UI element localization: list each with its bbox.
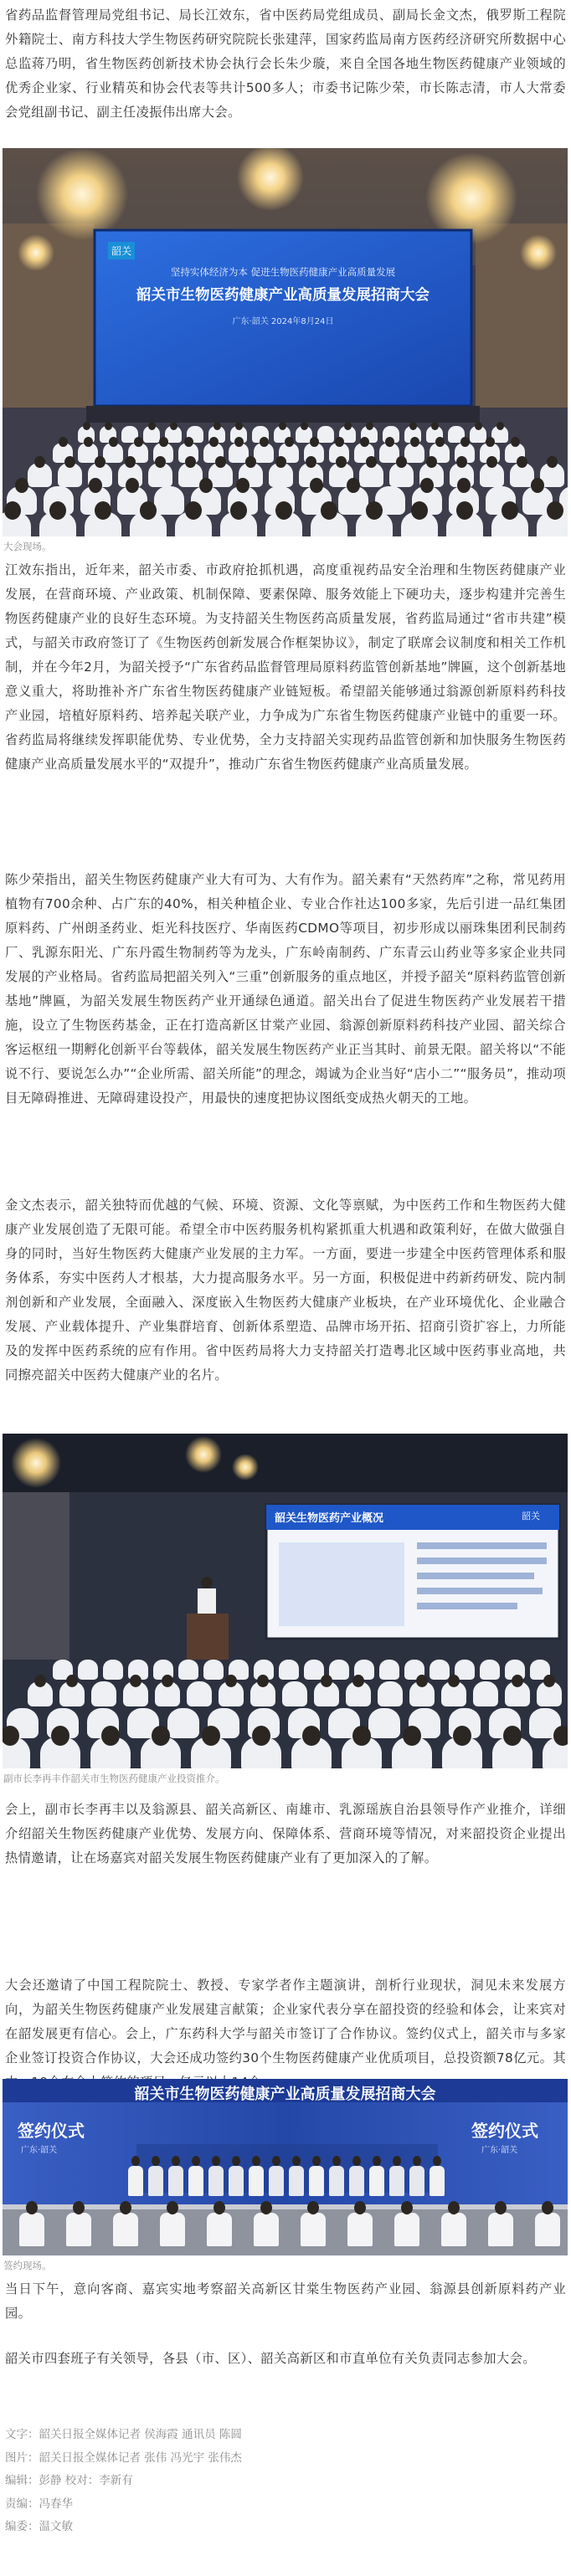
audience-head [184, 437, 193, 447]
credit-text: 文字：韶关日报全媒体记者 侯海霞 通讯员 陈圆 [5, 2428, 242, 2441]
signing-guests [3, 2079, 568, 2255]
seated-signer [301, 2213, 326, 2246]
audience-head [511, 437, 520, 447]
audience-head [51, 1726, 69, 1746]
audience-seat [279, 1660, 299, 1680]
signing-guest [349, 2166, 364, 2196]
screen-logo: 韶关 [108, 242, 135, 259]
audience-head [366, 422, 373, 430]
audience-head [475, 422, 482, 430]
audience-seat [187, 1681, 212, 1706]
photo-caption-1: 大会现场。 [3, 541, 52, 552]
audience-head [234, 437, 244, 447]
audience-head [366, 501, 383, 520]
audience-head [185, 501, 202, 520]
seated-signer [347, 2213, 373, 2246]
audience-head [109, 437, 118, 447]
audience-head [152, 1726, 170, 1746]
article-paragraph-6: 大会还邀请了中国工程院院士、教授、专家学者作主题演讲，剖析行业现状，洞见未来发展方向，为韶关生物医药健康产业发展建言献策；企业家代表分享在韶投资的经验和体会，让来宾对在韶发展更有信心。会上，广东药科大学与韶关市签订了合作协议。签约仪式上，韶关市与多家企业签订投资合作协议，大会还成功签约30个生物医药健康产业优质项目，总投资额78亿元。其 [5, 1978, 566, 2065]
article-credits [5, 2424, 242, 2539]
audience-seat [368, 1708, 400, 1738]
signing-guest [389, 2166, 404, 2196]
audience-head [553, 1726, 568, 1746]
signing-guest-head [312, 2156, 321, 2166]
signing-guest-head [292, 2156, 301, 2166]
signing-guest-head [152, 2156, 160, 2166]
credit-chief-editor: 责编：冯春华 [5, 2496, 73, 2511]
seated-signer [535, 2213, 560, 2246]
audience-seat [329, 1660, 349, 1680]
seated-signer-head [167, 2201, 178, 2214]
banner-left-label: 签约仪式 [18, 2121, 85, 2141]
audience-head [279, 422, 286, 430]
conference-hall-photo [3, 148, 568, 536]
seated-signer-head [26, 2201, 38, 2214]
audience-head [416, 1675, 428, 1687]
audience-head [352, 1675, 364, 1687]
seated-signer [488, 2213, 513, 2246]
audience-head [496, 422, 504, 430]
audience-head [148, 422, 156, 430]
audience-head [140, 501, 157, 520]
audience-head [225, 1675, 237, 1687]
article-paragraph-5: 会上，副市长李再丰以及翁源县、韶关高新区、南雄市、乳源瑶族自治县领导作产业推介，详细介绍韶关生物医药健康产业优势、发展方向、保障体系、营商环境等情况，对来韶投资企业提出热情邀请，让在场嘉宾对韶关发展生物医药健康产业有了更加深入的了解。 [5, 1802, 566, 1865]
audience-seat [480, 1660, 500, 1680]
seated-signer [160, 2213, 185, 2246]
seated-signer-head [354, 2201, 366, 2214]
investment-presentation-photo [3, 1434, 568, 1768]
screen-title-2: 韶关生物医药产业概况 [275, 1512, 384, 1525]
audience-seat [78, 1660, 98, 1680]
audience-seat [282, 1681, 307, 1706]
signing-guest [208, 2166, 224, 2196]
audience-seat [378, 1681, 403, 1706]
audience-seat [91, 1681, 116, 1706]
signing-guest [409, 2166, 424, 2196]
article-paragraph-3: 陈少荣指出，韶关生物医药健康产业大有可为、大有作为。韶关素有“天然药库”之称，常见药用植物有700余种、占广东的40%，相关种植企业、专业合作社达100多家，先后引进一品红集团原料药、广州朗圣药业、炬光科技医疗、华南医药CDMO等项目，初步形成以丽珠集团利民制药厂、乳源东阳光、广东丹霞生物制药等为龙头，广东岭南制药、广东青云山药业等多家企业共同发展的产业格局。省药监局把韶关列入“三重”创新服务的重点地区，并授予韶关“原料药监管创新基地”牌匾，为韶关发展生物医药产业开通绿色通道。韶关出台了促进生物医药产业发展若干措施，设立了生物医药基金，正在打造高新区甘棠产业园、翁源创新原料药科技产业园、韶关综合客运枢纽一期孵化创新平台等载体，韶关发展生物医药产业正当其时、前景无限。韶关将以“不能说不行、要说怎么办”“企业所需、韶关所能”的理念，竭诚为企业当好“店小二”“服务员”，推动项目无障碍推进、无障碍建设投产，用最快的速度把协议图纸变成热火朝天的工地。 [5, 872, 566, 1106]
signing-ceremony-photo [3, 2079, 568, 2255]
audience-head [59, 437, 68, 447]
audience-seat [473, 1681, 498, 1706]
audience [3, 1434, 568, 1768]
audience-head [83, 422, 90, 430]
signing-guest-head [352, 2156, 361, 2166]
audience-head [456, 501, 473, 520]
signing-guest [148, 2166, 163, 2196]
audience-head [403, 1726, 421, 1746]
audience-head [260, 437, 269, 447]
article-paragraph-8: 韶关市四套班子有关领导，各县（市、区）、韶关高新区和市直单位有关负责同志参加大会。 [5, 2351, 536, 2366]
article-paragraph-1: 省药品监督管理局党组书记、局长江效东，省中医药局党组成员、副局长金文杰，俄罗斯工程院外籍院士、南方科技大学生物医药研究院院长张建萍，国家药监局南方医药经济研究所数据中心总监蒋乃明，省生物医药创新技术协会执行会长朱少璇，来自全国各地生物医药健康产业领域的优秀企业家、行业精英和协会代表等共计500多人；市委书记陈少荣，市长陈志清，市人大常委会党组副书记、副主任凌振伟出席大会。 [5, 8, 566, 120]
seated-signer-head [448, 2201, 460, 2214]
signing-guest-head [332, 2156, 341, 2166]
signing-guest [369, 2166, 384, 2196]
audience-seat [379, 1660, 399, 1680]
audience-head [301, 422, 308, 430]
audience-head [230, 501, 247, 520]
audience-head [321, 1675, 332, 1687]
audience-head [285, 437, 294, 447]
seated-signer-head [260, 2201, 272, 2214]
audience-seat [154, 486, 184, 515]
signing-guest [329, 2166, 344, 2196]
audience-head [310, 437, 319, 447]
screen-date: 广东·韶关 2024年8月24日 [232, 317, 334, 326]
signing-guest [168, 2166, 183, 2196]
article-paragraph-7: 当日下午，意向客商、嘉宾实地考察韶关高新区甘棠生物医药产业园、翁源县创新原料药产业园。 [5, 2281, 566, 2321]
banner-title: 韶关市生物医药健康产业高质量发展招商大会 [134, 2086, 436, 2103]
signing-guest-head [192, 2156, 200, 2166]
audience-seat [167, 1708, 199, 1738]
seated-signer-head [542, 2201, 553, 2214]
banner-right-sub: 广东·韶关 [481, 2146, 518, 2155]
audience-seat [178, 1660, 198, 1680]
signing-guest-head [272, 2156, 280, 2166]
seated-signer [66, 2213, 91, 2246]
audience-head [252, 1726, 270, 1746]
credit-editor: 编辑：彭静 校对：李新有 [5, 2474, 133, 2487]
audience-head [460, 437, 470, 447]
audience-head [435, 437, 445, 447]
seated-signer [254, 2213, 279, 2246]
audience-head [275, 501, 292, 520]
banner-left-sub: 广东·韶关 [21, 2146, 58, 2155]
audience-head [503, 1726, 522, 1746]
seated-signer-head [120, 2201, 131, 2214]
audience-seat [203, 1660, 224, 1680]
audience-head [411, 501, 428, 520]
article-paragraph-4: 金文杰表示，韶关独特而优越的气候、环境、资源、文化等禀赋，为中医药工作和生物医药大健康产业发展创造了无限可能。希望全市中医药服务机构紧抓重大机遇和政策利好，在做大做强自身的同时，当好生物医药大健康产业发展的主力军。一方面，要进一步建全中医药管理体系和服务体系，夯实中医药人才根基，大力提高服务水平。另一方面，积极促进中药新药研发、院内制剂创新和产业发展，全面融入、深度嵌入生物医药大健康产业板块，在产业环境优化、企业融合发展、产业载体提升、产业集群培育、创新体系塑造、品牌市场开拓、招商引资扩容上，力所能及的发挥中医药系统的应有作用。省中医药局将大力支持韶关打造粤北区域中医药事业高地，共同擦亮韶关中医药大健康产业的名片。 [5, 1198, 566, 1383]
signing-guest-head [172, 2156, 180, 2166]
seated-signer-head [213, 2201, 225, 2214]
signing-guest-head [212, 2156, 220, 2166]
signing-guest [128, 2166, 143, 2196]
audience-head [134, 437, 143, 447]
audience-head [486, 437, 495, 447]
audience [3, 148, 568, 536]
screen-subtitle: 坚持实体经济为本 促进生物医药健康产业高质量发展 [170, 266, 396, 278]
audience-head [101, 1726, 120, 1746]
credit-photo: 图片：韶关日报全媒体记者 张伟 冯光宇 张伟杰 [5, 2450, 242, 2465]
signing-guest-head [433, 2156, 441, 2166]
audience-head [170, 422, 177, 430]
signing-guest-head [413, 2156, 421, 2166]
audience-head [453, 1726, 471, 1746]
signing-guest-head [232, 2156, 240, 2166]
audience-head [105, 422, 112, 430]
audience-head [162, 1675, 173, 1687]
seated-signer [207, 2213, 232, 2246]
audience-head [410, 437, 419, 447]
audience-head [344, 422, 352, 430]
audience-head [49, 501, 66, 520]
signing-guest [229, 2166, 244, 2196]
audience-head [352, 1726, 371, 1746]
signing-guest-head [393, 2156, 401, 2166]
photo-caption-3: 签约现场。 [3, 2260, 52, 2271]
audience-head [209, 437, 219, 447]
audience-head [431, 422, 439, 430]
audience-head [543, 1675, 555, 1687]
seated-signer [113, 2213, 138, 2246]
audience-head [547, 501, 563, 520]
photo-caption-2: 副市长李再丰作韶关市生物医药健康产业投资推介。 [3, 1773, 225, 1784]
audience-head [409, 422, 417, 430]
screen-logo-2: 韶关 [522, 1511, 540, 1521]
banner-right-label: 签约仪式 [471, 2121, 538, 2141]
audience-head [4, 501, 21, 520]
seated-signer [441, 2213, 466, 2246]
audience-head [66, 1675, 78, 1687]
credit-committee: 编委：温文敏 [5, 2520, 73, 2533]
audience-head [235, 422, 243, 430]
signing-guest [269, 2166, 284, 2196]
seated-signer-head [401, 2201, 413, 2214]
audience-head [34, 1675, 46, 1687]
seated-signer-head [73, 2201, 85, 2214]
audience-head [302, 1726, 321, 1746]
audience-head [335, 437, 344, 447]
audience-head [3, 1726, 19, 1746]
audience-head [257, 1675, 269, 1687]
seated-signer [19, 2213, 44, 2246]
audience-head [360, 437, 369, 447]
signing-guest-head [373, 2156, 381, 2166]
audience-head [159, 437, 168, 447]
audience-head [321, 501, 337, 520]
screen-title: 韶关市生物医药健康产业高质量发展招商大会 [136, 287, 430, 304]
signing-guest [289, 2166, 304, 2196]
seated-signer-head [307, 2201, 319, 2214]
signing-guest [430, 2166, 445, 2196]
audience-head [84, 437, 93, 447]
article-paragraph-2: 江效东指出，近年来，韶关市委、市政府抢抓机遇，高度重视药品安全治理和生物医药健康产业发展，在营商环境、产业政策、机制保障、要素保障、服务效能上下硬功夫，逐步构建并完善生物医药健康产业的良好生态环境。为支持韶关生物医药高质量发展，省药监局通过“省市共建”模式，与韶关市政府签订了《生物医药创新发展合作框架协议》，制定了联席会议制度和相关工作机制，并在今年2月，为韶关授予“广东省药品监督管理局原料药监管创新基地”牌匾，这个创新基地意义重大，将助推补齐广东省生物医药健康产业链短板。希望韶关能够通过翁源创新原料药科技产业园，培植好原料药、培养起关联产业，力争成为广东省生物医药健康产业链中的重要一环。省药监局将继续发挥职能优势、专业优势，全力支持韶关实现药品监管创新和加快服务生物医药健康产业高质量发展水平的“双提升”，推动广东省生物医药健康产业高质量发展。 [5, 562, 566, 772]
audience-seat [430, 1660, 450, 1680]
audience-head [502, 501, 518, 520]
audience-head [202, 1726, 220, 1746]
signing-guest-head [131, 2156, 140, 2166]
audience-head [448, 1675, 460, 1687]
audience-head [385, 437, 394, 447]
audience-seat [103, 1660, 123, 1680]
audience-seat [317, 426, 334, 443]
signing-guest [309, 2166, 324, 2196]
audience-head [512, 1675, 523, 1687]
signing-guest [188, 2166, 203, 2196]
seated-signer [394, 2213, 419, 2246]
audience-head [213, 422, 221, 430]
audience-head [95, 501, 111, 520]
audience-head [130, 1675, 141, 1687]
seated-signer-head [495, 2201, 507, 2214]
signing-guest-head [252, 2156, 260, 2166]
signing-guest [249, 2166, 264, 2196]
